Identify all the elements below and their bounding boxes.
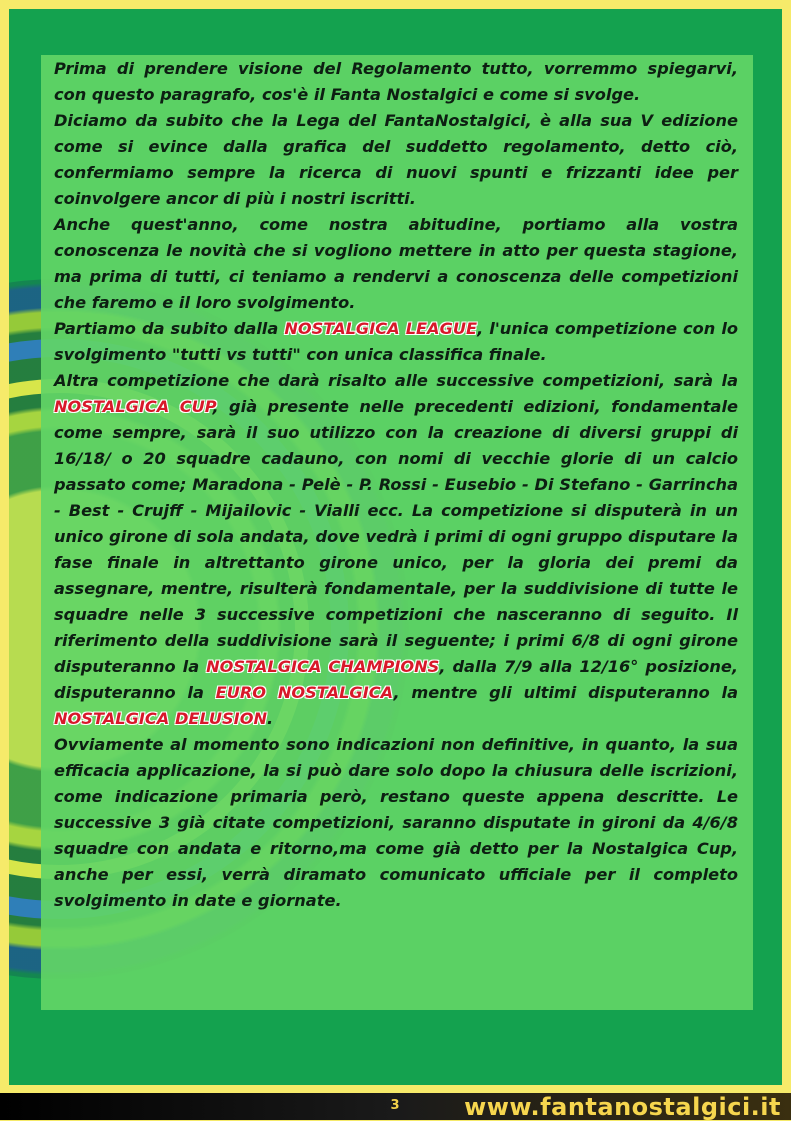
text-segment: Ovviamente al momento sono indicazioni non definitive, in quanto, la sua efficacia applicazione, la si può dare solo dopo la chiusura delle iscrizioni, come indicazione primaria però, restano queste appena descritte. Le successive 3 già citate competizioni, saranno disputate in gironi da 4/6/8 squadre con andata e ritorno,ma come già detto per la Nostalgica Cup, anche per essi, verrà diramato comunicato ufficiale per il completo svolgimento in date e giornate. [54,735,738,910]
competition-name-highlight: NOSTALGICA CHAMPIONS [206,657,440,676]
text-segment: , mentre gli ultimi disputeranno la [393,683,738,702]
paragraph [54,108,738,212]
text-segment: , già presente nelle precedenti edizioni, fondamentale come sempre, sarà il suo utilizzo con la creazione di diversi gruppi di 16/18/ o 20 squadre cadauno, con nomi di vecchie glorie di un calcio passato come; Maradona - Pelè - P. Rossi - Eusebio - Di Stefano - Garrincha - Best - Crujff - Mijailovic - Vialli ecc. La competizione si disputerà in un unico girone di sola andata, dove vedrà i primi di ogni gruppo disputare la fase finale in altrettanto girone unico, per la gloria dei premi da assegnare, mentre, risulterà fondamentale, per la suddivisione di tutte le squadre nelle 3 successive competizioni che nasceranno di seguito. Il riferimento della suddivisione sarà il seguente; i primi 6/8 di ogni girone disputeranno la [54,397,738,676]
competition-name-highlight: NOSTALGICA CUP [54,397,213,416]
text-segment: Altra competizione che darà risalto alle successive competizioni, sarà la [54,371,738,390]
paragraph [54,732,738,914]
text-segment: Anche quest'anno, come nostra abitudine, portiamo alla vostra conoscenza le novità che si vogliono mettere in atto per questa stagione, ma prima di tutti, ci teniamo a rendervi a conoscenza delle competizioni che faremo e il loro svolgimento. [54,215,738,312]
text-segment: Partiamo da subito dalla [54,319,285,338]
text-segment: Diciamo da subito che la Lega del FantaNostalgici, è alla sua V edizione come si evince dalla grafica del suddetto regolamento, detto ciò, confermiamo sempre la ricerca di nuovi spunti e frizzanti idee per coinvolgere ancor di più i nostri iscritti. [54,111,738,208]
competition-name-highlight: NOSTALGICA LEAGUE [284,319,478,338]
text-segment: , l'unica competizione con lo svolgimento "tutti vs tutti" con unica classifica finale. [54,319,738,364]
page-number: 3 [390,1098,400,1113]
paragraph [54,316,738,368]
text-segment: Prima di prendere visione del Regolamento tutto, vorremmo spiegarvi, con questo paragrafo, cos'è il Fanta Nostalgici e come si svolge. [54,59,738,104]
text-segment: , dalla 7/9 alla 12/16° posizione, disputeranno la [54,657,739,702]
regulation-intro-text [54,56,738,914]
competition-name-highlight: NOSTALGICA DELUSION [54,709,268,728]
text-segment: . [267,709,274,728]
paragraph [54,212,738,316]
paragraph [54,56,738,108]
competition-name-highlight: EURO NOSTALGICA [215,683,394,702]
website-url[interactable]: www.fantanostalgici.it [464,1093,781,1121]
paragraph [54,368,738,732]
